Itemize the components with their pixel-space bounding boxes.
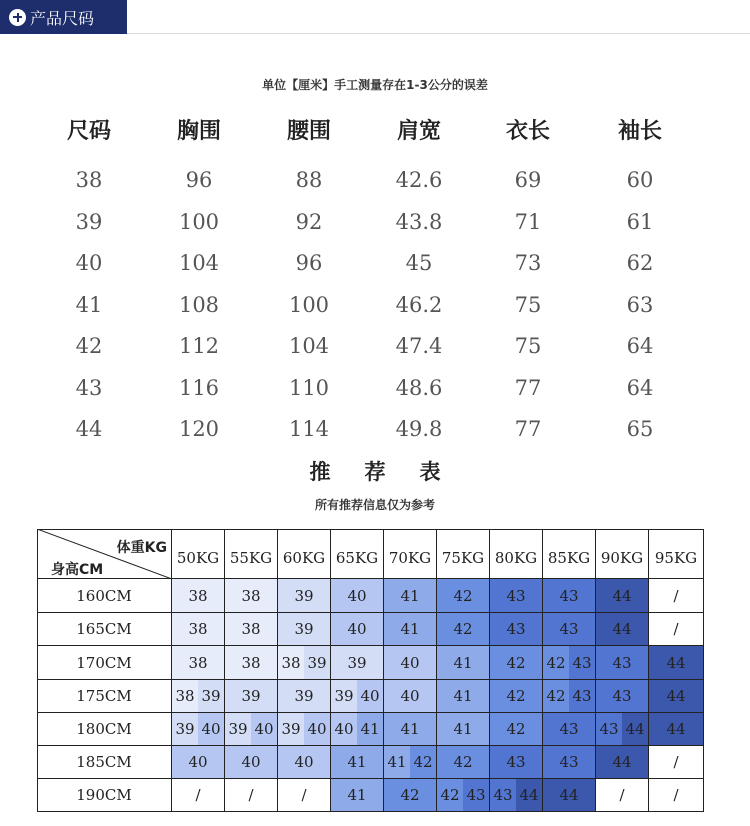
weight-header-cell (649, 529, 704, 579)
recommended-size: 44 (596, 613, 648, 645)
recommended-size: 43 (490, 779, 516, 811)
size-chart-cell: 62 (626, 251, 654, 275)
not-available-mark: / (596, 779, 648, 811)
size-cell (543, 579, 596, 613)
size-chart-header: 尺码 (66, 119, 111, 144)
recommended-size: 42 (437, 579, 489, 612)
recommended-size: 38 (172, 579, 224, 612)
size-chart-cell: 75 (514, 334, 542, 358)
size-chart-cell: 75 (514, 292, 542, 317)
size-cell (278, 713, 331, 746)
size-chart-cell: 42.6 (395, 168, 443, 192)
recommended-size: 44 (649, 680, 703, 712)
height-header: 165CM (76, 620, 132, 638)
not-available-mark: / (649, 746, 703, 778)
size-cell (437, 713, 490, 746)
height-header: 180CM (76, 720, 132, 738)
recommended-size: 39 (225, 680, 277, 712)
size-chart-cell: 96 (185, 168, 213, 192)
recommended-size: 38 (172, 646, 224, 679)
size-cell (225, 613, 278, 646)
size-cell (225, 680, 278, 713)
section-title: 产品尺码 (30, 8, 95, 28)
size-cell (649, 713, 704, 746)
size-cell (437, 779, 490, 812)
recommended-size: 40 (278, 746, 330, 778)
size-cell (543, 646, 596, 680)
recommended-size: 41 (437, 680, 489, 712)
recommended-size: 40 (172, 746, 224, 778)
size-chart-cell: 43.8 (395, 209, 443, 234)
measurement-note: 单位【厘米】手工测量存在1-3公分的误差 (262, 78, 488, 92)
weight-header-cell (225, 529, 278, 579)
recommended-size: 40 (225, 746, 277, 778)
size-cell (172, 746, 225, 779)
size-chart-cell: 45 (405, 251, 433, 275)
recommended-size: 41 (384, 579, 436, 612)
size-cell (543, 779, 596, 812)
recommended-size: 42 (490, 680, 542, 712)
weight-header-cell (278, 529, 331, 579)
size-chart-cell: 61 (626, 209, 654, 234)
recommended-size: 40 (384, 680, 436, 712)
recommended-size: 43 (463, 779, 489, 811)
height-header: 185CM (76, 753, 132, 771)
plus-circle-icon (9, 9, 26, 26)
size-cell (543, 680, 596, 713)
recommendation-table (37, 529, 704, 812)
size-cell (649, 779, 704, 812)
size-cell (331, 579, 384, 613)
size-cell (225, 713, 278, 746)
size-chart-cell: 39 (75, 209, 103, 234)
weight-header: 80KG (494, 548, 538, 567)
size-chart-cell: 49.8 (395, 417, 443, 441)
recommended-size: 42 (543, 646, 569, 679)
size-cell (437, 646, 490, 680)
height-axis-label: 身高CM (51, 562, 104, 578)
size-chart-cell: 112 (178, 334, 220, 358)
size-cell (172, 613, 225, 646)
recommended-size: 43 (543, 713, 595, 745)
size-chart-header: 腰围 (286, 119, 331, 144)
size-cell (331, 680, 384, 713)
weight-header-cell (331, 529, 384, 579)
size-chart-header: 胸围 (176, 119, 221, 144)
recommended-size: 38 (225, 579, 277, 612)
recommended-size: 43 (490, 579, 542, 612)
recommended-size: 43 (569, 646, 595, 679)
weight-header: 95KG (654, 548, 698, 567)
size-cell (649, 746, 704, 779)
weight-header: 75KG (441, 548, 485, 567)
recommended-size: 40 (384, 646, 436, 679)
not-available-mark: / (278, 779, 330, 811)
size-cell (331, 646, 384, 680)
size-cell (490, 713, 543, 746)
recommended-size: 38 (225, 613, 277, 645)
section-header (0, 0, 127, 34)
size-cell (490, 579, 543, 613)
size-chart-cell: 104 (288, 334, 330, 358)
recommended-size: 43 (569, 680, 595, 712)
recommended-size: 39 (198, 680, 224, 712)
size-cell (225, 646, 278, 680)
size-chart-cell: 92 (295, 209, 323, 234)
size-chart-cell: 48.6 (395, 375, 443, 400)
recommended-size: 40 (331, 579, 383, 612)
size-chart-cell: 43 (75, 375, 103, 400)
size-cell (596, 613, 649, 646)
recommended-size: 39 (225, 713, 251, 745)
size-cell (543, 713, 596, 746)
recommended-size: 41 (437, 713, 489, 745)
recommended-size: 43 (543, 579, 595, 612)
size-cell (331, 613, 384, 646)
size-cell (490, 613, 543, 646)
recommended-size: 43 (596, 646, 648, 679)
size-cell (543, 613, 596, 646)
recommended-size: 42 (384, 779, 436, 811)
size-cell (543, 746, 596, 779)
recommended-size: 41 (384, 713, 436, 745)
weight-header-cell (543, 529, 596, 579)
size-cell (278, 579, 331, 613)
size-cell (437, 680, 490, 713)
size-chart-cell: 108 (178, 292, 220, 317)
size-cell (596, 779, 649, 812)
height-header-cell (37, 779, 172, 812)
recommended-size: 43 (490, 746, 542, 778)
weight-axis-label: 体重KG (116, 540, 167, 556)
recommended-size: 41 (331, 779, 383, 811)
size-cell (490, 680, 543, 713)
recommended-size: 44 (649, 646, 703, 679)
size-chart-cell: 38 (75, 168, 103, 192)
size-cell (596, 680, 649, 713)
recommended-size: 42 (410, 746, 436, 778)
recommended-size: 39 (304, 646, 330, 679)
size-chart-cell: 116 (178, 375, 220, 400)
recommended-size: 40 (251, 713, 277, 745)
weight-header: 85KG (547, 548, 591, 567)
recommended-size: 43 (596, 713, 622, 745)
recommended-size: 42 (437, 613, 489, 645)
size-cell (649, 680, 704, 713)
weight-header-cell (596, 529, 649, 579)
weight-header: 65KG (335, 548, 379, 567)
weight-header-cell (437, 529, 490, 579)
size-chart-cell: 114 (288, 417, 330, 441)
size-chart-cell: 77 (514, 417, 542, 441)
recommended-size: 40 (331, 713, 357, 745)
size-cell (278, 779, 331, 812)
size-cell (331, 779, 384, 812)
size-cell (278, 680, 331, 713)
size-cell (437, 579, 490, 613)
size-cell (384, 746, 437, 779)
recommended-size: 40 (304, 713, 330, 745)
size-chart-cell: 47.4 (395, 334, 443, 358)
size-cell (278, 746, 331, 779)
size-chart-cell: 110 (288, 375, 330, 400)
size-cell (225, 779, 278, 812)
header-divider (127, 33, 750, 34)
recommended-size: 41 (384, 746, 410, 778)
recommended-size: 44 (543, 779, 595, 811)
recommended-size: 38 (225, 646, 277, 679)
not-available-mark: / (172, 779, 224, 811)
size-chart-header: 肩宽 (396, 119, 441, 144)
height-header-cell (37, 746, 172, 779)
recommendation-note: 所有推荐信息仅为参考 (314, 498, 435, 512)
size-cell (172, 646, 225, 680)
recommended-size: 41 (331, 746, 383, 778)
size-chart-cell: 104 (178, 251, 220, 275)
size-chart-cell: 100 (178, 209, 220, 234)
recommended-size: 42 (490, 713, 542, 745)
recommended-size: 39 (278, 613, 330, 645)
recommended-size: 44 (596, 746, 648, 778)
recommended-size: 42 (437, 746, 489, 778)
size-chart-cell: 96 (295, 251, 323, 275)
recommended-size: 41 (437, 646, 489, 679)
size-chart-cell: 40 (75, 251, 103, 275)
size-cell (384, 779, 437, 812)
size-chart-cell: 77 (514, 375, 542, 400)
size-cell (384, 579, 437, 613)
not-available-mark: / (649, 779, 703, 811)
size-cell (331, 746, 384, 779)
size-chart-cell: 71 (514, 209, 542, 234)
size-cell (596, 646, 649, 680)
size-chart-cell: 42 (75, 334, 103, 358)
size-cell (437, 613, 490, 646)
size-cell (596, 579, 649, 613)
size-chart-cell: 46.2 (395, 292, 443, 317)
size-chart-cell: 100 (288, 292, 330, 317)
recommended-size: 44 (596, 579, 648, 612)
height-header-cell (37, 680, 172, 713)
recommended-size: 42 (543, 680, 569, 712)
recommended-size: 38 (278, 646, 304, 679)
weight-header-cell (172, 529, 225, 579)
size-cell (596, 746, 649, 779)
recommended-size: 43 (543, 746, 595, 778)
recommended-size: 39 (172, 713, 198, 745)
size-cell (596, 713, 649, 746)
height-header-cell (37, 579, 172, 613)
table-corner-cell (37, 529, 172, 579)
height-header: 175CM (76, 687, 132, 705)
size-cell (384, 646, 437, 680)
size-cell (172, 713, 225, 746)
recommended-size: 39 (331, 646, 383, 679)
height-header: 160CM (76, 586, 132, 605)
weight-header: 50KG (176, 548, 220, 567)
weight-header: 90KG (600, 548, 644, 567)
height-header: 170CM (76, 653, 132, 672)
size-cell (225, 579, 278, 613)
size-cell (384, 680, 437, 713)
size-cell (384, 713, 437, 746)
size-cell (490, 646, 543, 680)
weight-header: 70KG (388, 548, 432, 567)
height-header-cell (37, 713, 172, 746)
weight-header-cell (490, 529, 543, 579)
recommended-size: 44 (649, 713, 703, 745)
recommended-size: 40 (331, 613, 383, 645)
recommended-size: 44 (516, 779, 542, 811)
size-cell (172, 680, 225, 713)
recommended-size: 38 (172, 680, 198, 712)
size-cell (278, 646, 331, 680)
size-cell (225, 746, 278, 779)
size-cell (172, 579, 225, 613)
size-cell (278, 613, 331, 646)
not-available-mark: / (225, 779, 277, 811)
size-cell (649, 613, 704, 646)
recommended-size: 44 (622, 713, 648, 745)
weight-header: 55KG (229, 548, 273, 567)
size-chart-cell: 120 (178, 417, 220, 441)
size-cell (490, 779, 543, 812)
size-chart-cell: 64 (626, 334, 654, 358)
size-chart-cell: 63 (626, 292, 654, 317)
recommended-size: 41 (357, 713, 383, 745)
size-chart-cell: 69 (514, 168, 542, 192)
weight-header-cell (384, 529, 437, 579)
size-cell (490, 746, 543, 779)
recommended-size: 43 (596, 680, 648, 712)
height-header-cell (37, 613, 172, 646)
size-chart-cell: 44 (75, 417, 103, 441)
size-chart-header: 袖长 (617, 119, 662, 144)
recommended-size: 38 (172, 613, 224, 645)
size-chart-cell: 64 (626, 375, 654, 400)
recommended-size: 43 (490, 613, 542, 645)
weight-header: 60KG (282, 548, 326, 567)
size-cell (172, 779, 225, 812)
size-chart-cell: 73 (514, 251, 542, 275)
height-header: 190CM (76, 786, 132, 804)
recommended-size: 41 (384, 613, 436, 645)
size-chart-header: 衣长 (505, 119, 550, 144)
size-cell (331, 713, 384, 746)
recommended-size: 42 (490, 646, 542, 679)
recommendation-title: 推荐表 (309, 460, 475, 484)
recommended-size: 39 (278, 680, 330, 712)
recommended-size: 40 (198, 713, 224, 745)
size-cell (649, 579, 704, 613)
recommended-size: 42 (437, 779, 463, 811)
recommended-size: 39 (278, 713, 304, 745)
size-cell (384, 613, 437, 646)
size-cell (437, 746, 490, 779)
size-chart-cell: 88 (295, 168, 323, 192)
size-chart-cell: 60 (626, 168, 654, 192)
not-available-mark: / (649, 579, 703, 612)
recommended-size: 39 (278, 579, 330, 612)
recommended-size: 39 (331, 680, 357, 712)
size-cell (649, 646, 704, 680)
recommended-size: 43 (543, 613, 595, 645)
recommended-size: 40 (357, 680, 383, 712)
size-chart-cell: 41 (75, 292, 103, 317)
height-header-cell (37, 646, 172, 680)
size-chart-cell: 65 (626, 417, 654, 441)
not-available-mark: / (649, 613, 703, 645)
